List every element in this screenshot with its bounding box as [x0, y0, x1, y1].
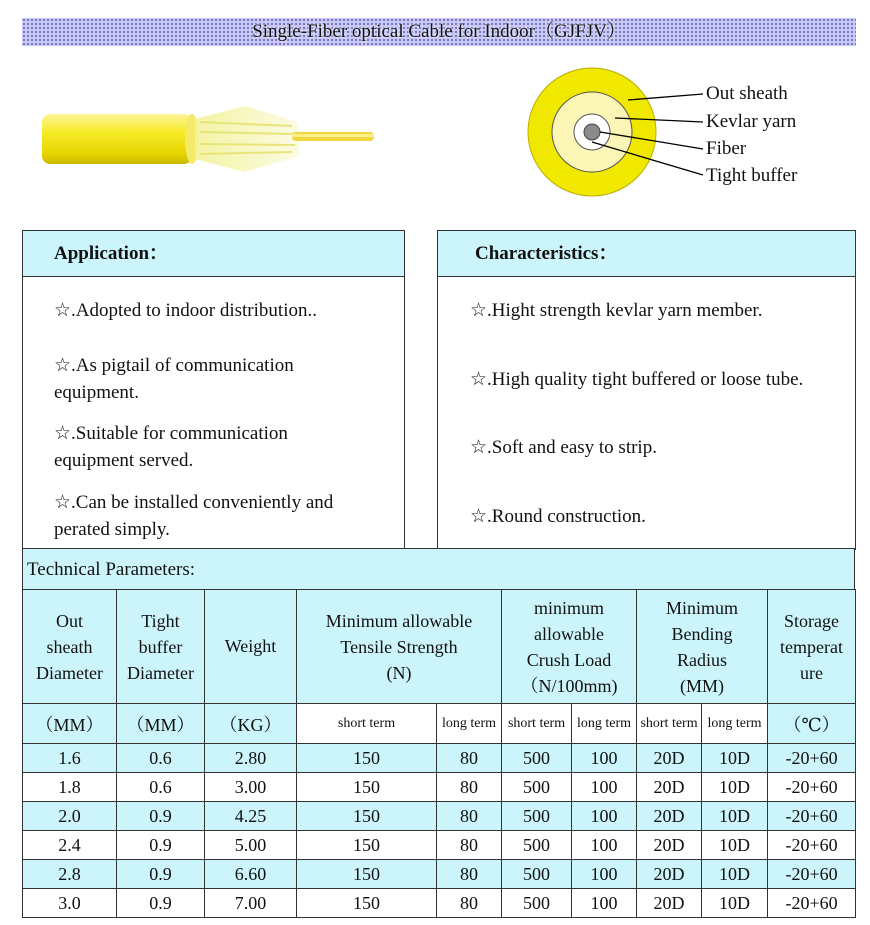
- technical-parameters-heading: Technical Parameters:: [22, 548, 855, 590]
- unit-out-sheath: （MM）: [23, 704, 117, 744]
- title-banner: [22, 18, 856, 46]
- application-item: ☆.As pigtail of communication equipment.: [54, 355, 294, 403]
- characteristics-heading: Characteristics：: [438, 231, 855, 277]
- application-item: ☆.Can be installed conveniently and perated simply.: [54, 492, 334, 540]
- cell-bending-short: 20D: [637, 889, 702, 918]
- cell-tensile-short: 150: [297, 773, 437, 802]
- bending-long-term: long term: [702, 704, 768, 744]
- table-row: [23, 889, 856, 918]
- cell-bending-short: 20D: [637, 860, 702, 889]
- cell-crush-short: 500: [502, 802, 572, 831]
- cell-bending-short: 20D: [637, 831, 702, 860]
- cable-illustration: [30, 92, 390, 182]
- cell-storage-temp: -20+60: [768, 831, 856, 860]
- crush-short-term: short term: [502, 704, 572, 744]
- characteristics-item: ☆.Soft and easy to strip.: [470, 437, 657, 458]
- cell-crush-short: 500: [502, 889, 572, 918]
- cell-out-sheath: 2.4: [23, 831, 117, 860]
- cell-out-sheath: 1.8: [23, 773, 117, 802]
- cell-bending-long: 10D: [702, 744, 768, 773]
- cell-out-sheath: 1.6: [23, 744, 117, 773]
- cell-bending-long: 10D: [702, 889, 768, 918]
- tensile-long-term: long term: [437, 704, 502, 744]
- cell-weight: 2.80: [205, 744, 297, 773]
- header-tight-buffer: Tight buffer Diameter: [117, 590, 205, 704]
- unit-tight-buffer: （MM）: [117, 704, 205, 744]
- cell-tensile-short: 150: [297, 744, 437, 773]
- application-box: [22, 230, 405, 550]
- cell-bending-short: 20D: [637, 744, 702, 773]
- unit-storage: （℃）: [768, 704, 856, 744]
- cell-crush-long: 100: [572, 889, 637, 918]
- cell-storage-temp: -20+60: [768, 773, 856, 802]
- cell-tensile-short: 150: [297, 860, 437, 889]
- header-out-sheath: Out sheath Diameter: [23, 590, 117, 704]
- cell-weight: 4.25: [205, 802, 297, 831]
- cell-storage-temp: -20+60: [768, 744, 856, 773]
- cell-tensile-long: 80: [437, 773, 502, 802]
- characteristics-box: [437, 230, 856, 550]
- tensile-short-term: short term: [297, 704, 437, 744]
- cell-tensile-long: 80: [437, 831, 502, 860]
- cell-weight: 6.60: [205, 860, 297, 889]
- crush-long-term: long term: [572, 704, 637, 744]
- cell-crush-short: 500: [502, 773, 572, 802]
- cell-tensile-long: 80: [437, 802, 502, 831]
- cell-storage-temp: -20+60: [768, 860, 856, 889]
- cell-tensile-long: 80: [437, 889, 502, 918]
- cell-tight-buffer: 0.6: [117, 744, 205, 773]
- characteristics-item: ☆.Hight strength kevlar yarn member.: [470, 300, 763, 321]
- cell-tensile-short: 150: [297, 831, 437, 860]
- header-tensile-strength: Minimum allowable Tensile Strength (N): [297, 590, 502, 704]
- header-crush-load: minimum allowable Crush Load （N/100mm): [502, 590, 637, 704]
- cell-tensile-long: 80: [437, 744, 502, 773]
- technical-parameters-table: [22, 589, 856, 918]
- cell-weight: 7.00: [205, 889, 297, 918]
- cell-tensile-short: 150: [297, 802, 437, 831]
- table-row: [23, 802, 856, 831]
- cell-out-sheath: 2.8: [23, 860, 117, 889]
- label-fiber: Fiber: [706, 138, 747, 159]
- application-item: ☆.Suitable for communication equipment served.: [54, 423, 288, 471]
- page-title: Single-Fiber optical Cable for Indoor（GJFJV）: [252, 21, 626, 42]
- cell-tight-buffer: 0.9: [117, 831, 205, 860]
- cell-bending-long: 10D: [702, 802, 768, 831]
- cell-tight-buffer: 0.9: [117, 802, 205, 831]
- header-bending-radius: Minimum Bending Radius (MM): [637, 590, 768, 704]
- table-row: [23, 860, 856, 889]
- cell-crush-long: 100: [572, 744, 637, 773]
- cell-crush-short: 500: [502, 831, 572, 860]
- cell-tight-buffer: 0.9: [117, 889, 205, 918]
- table-row: [23, 744, 856, 773]
- cell-crush-long: 100: [572, 831, 637, 860]
- cell-out-sheath: 2.0: [23, 802, 117, 831]
- label-kevlar-yarn: Kevlar yarn: [706, 111, 797, 132]
- label-out-sheath: Out sheath: [706, 83, 788, 104]
- cell-crush-long: 100: [572, 773, 637, 802]
- cell-bending-short: 20D: [637, 802, 702, 831]
- table-row: [23, 773, 856, 802]
- cell-storage-temp: -20+60: [768, 889, 856, 918]
- cell-tight-buffer: 0.6: [117, 773, 205, 802]
- unit-weight: （KG）: [205, 704, 297, 744]
- cell-crush-short: 500: [502, 860, 572, 889]
- cell-tensile-long: 80: [437, 860, 502, 889]
- cell-out-sheath: 3.0: [23, 889, 117, 918]
- header-storage-temperature: Storage temperat ure: [768, 590, 856, 704]
- cell-bending-long: 10D: [702, 831, 768, 860]
- characteristics-item: ☆.Round construction.: [470, 506, 646, 527]
- cell-crush-long: 100: [572, 860, 637, 889]
- cell-bending-long: 10D: [702, 773, 768, 802]
- cell-crush-long: 100: [572, 802, 637, 831]
- cell-weight: 3.00: [205, 773, 297, 802]
- cell-storage-temp: -20+60: [768, 802, 856, 831]
- cell-weight: 5.00: [205, 831, 297, 860]
- cell-tight-buffer: 0.9: [117, 860, 205, 889]
- cell-bending-long: 10D: [702, 860, 768, 889]
- cross-section-diagram: [520, 62, 860, 212]
- characteristics-item: ☆.High quality tight buffered or loose tube.: [470, 369, 804, 390]
- cell-bending-short: 20D: [637, 773, 702, 802]
- cell-crush-short: 500: [502, 744, 572, 773]
- bending-short-term: short term: [637, 704, 702, 744]
- application-item: ☆.Adopted to indoor distribution..: [54, 300, 317, 321]
- table-row: [23, 831, 856, 860]
- label-tight-buffer: Tight buffer: [706, 165, 798, 186]
- application-heading: Application：: [23, 231, 404, 277]
- cell-tensile-short: 150: [297, 889, 437, 918]
- header-weight: Weight: [205, 590, 297, 704]
